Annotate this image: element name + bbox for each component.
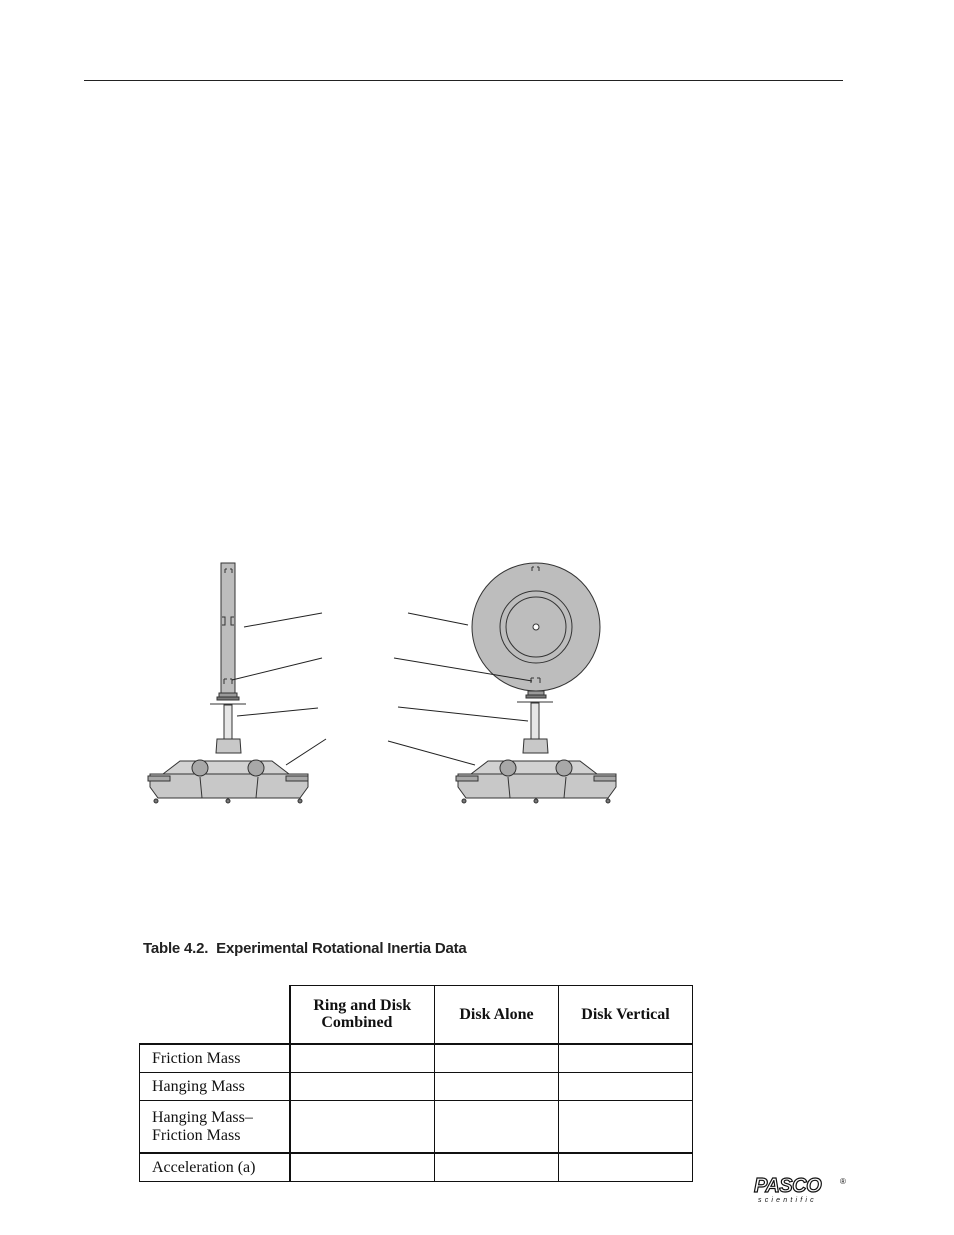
header-rule: [84, 80, 843, 81]
apparatus-figure: [140, 555, 620, 810]
table-cell[interactable]: [435, 1073, 559, 1101]
table-cell[interactable]: [435, 1153, 559, 1182]
table-cell[interactable]: [559, 1101, 693, 1154]
table-cell[interactable]: [290, 1073, 435, 1101]
registered-mark: ®: [840, 1177, 846, 1186]
table-cell[interactable]: [559, 1073, 693, 1101]
row-label: Acceleration (a): [140, 1153, 290, 1182]
table-cell[interactable]: [559, 1153, 693, 1182]
pasco-logo: [754, 1175, 850, 1209]
column-header: [559, 986, 693, 1045]
row-label: Hanging Mass– Friction Mass: [140, 1101, 290, 1154]
header-blank: [140, 986, 290, 1045]
table-row: [140, 1073, 693, 1101]
column-header-label: Disk Alone: [459, 1005, 534, 1023]
table-cell[interactable]: [559, 1044, 693, 1073]
data-table: [139, 985, 693, 1182]
column-header: [435, 986, 559, 1045]
table-cell[interactable]: [290, 1153, 435, 1182]
logo-sub: scientific: [758, 1197, 817, 1204]
disk-face-view-icon: [456, 563, 616, 803]
disk-edge-view-icon: [148, 563, 308, 803]
table-row: [140, 1044, 693, 1073]
column-header-label: Disk Vertical: [581, 1005, 670, 1023]
column-header: [290, 986, 435, 1045]
row-label: Friction Mass: [140, 1044, 290, 1073]
logo-name: PASCO: [754, 1175, 822, 1197]
table-cell[interactable]: [435, 1101, 559, 1154]
leader-lines-left: [232, 613, 326, 765]
table-cell[interactable]: [290, 1044, 435, 1073]
table-caption: Table 4.2. Experimental Rotational Inertia Data: [143, 940, 467, 957]
table-row: [140, 1153, 693, 1182]
table-cell[interactable]: [435, 1044, 559, 1073]
table-row: [140, 1101, 693, 1154]
row-label: Hanging Mass: [140, 1073, 290, 1101]
table-header-row: [140, 986, 693, 1045]
column-header-label: Ring and Disk Combined: [313, 997, 412, 1031]
table-cell[interactable]: [290, 1101, 435, 1154]
